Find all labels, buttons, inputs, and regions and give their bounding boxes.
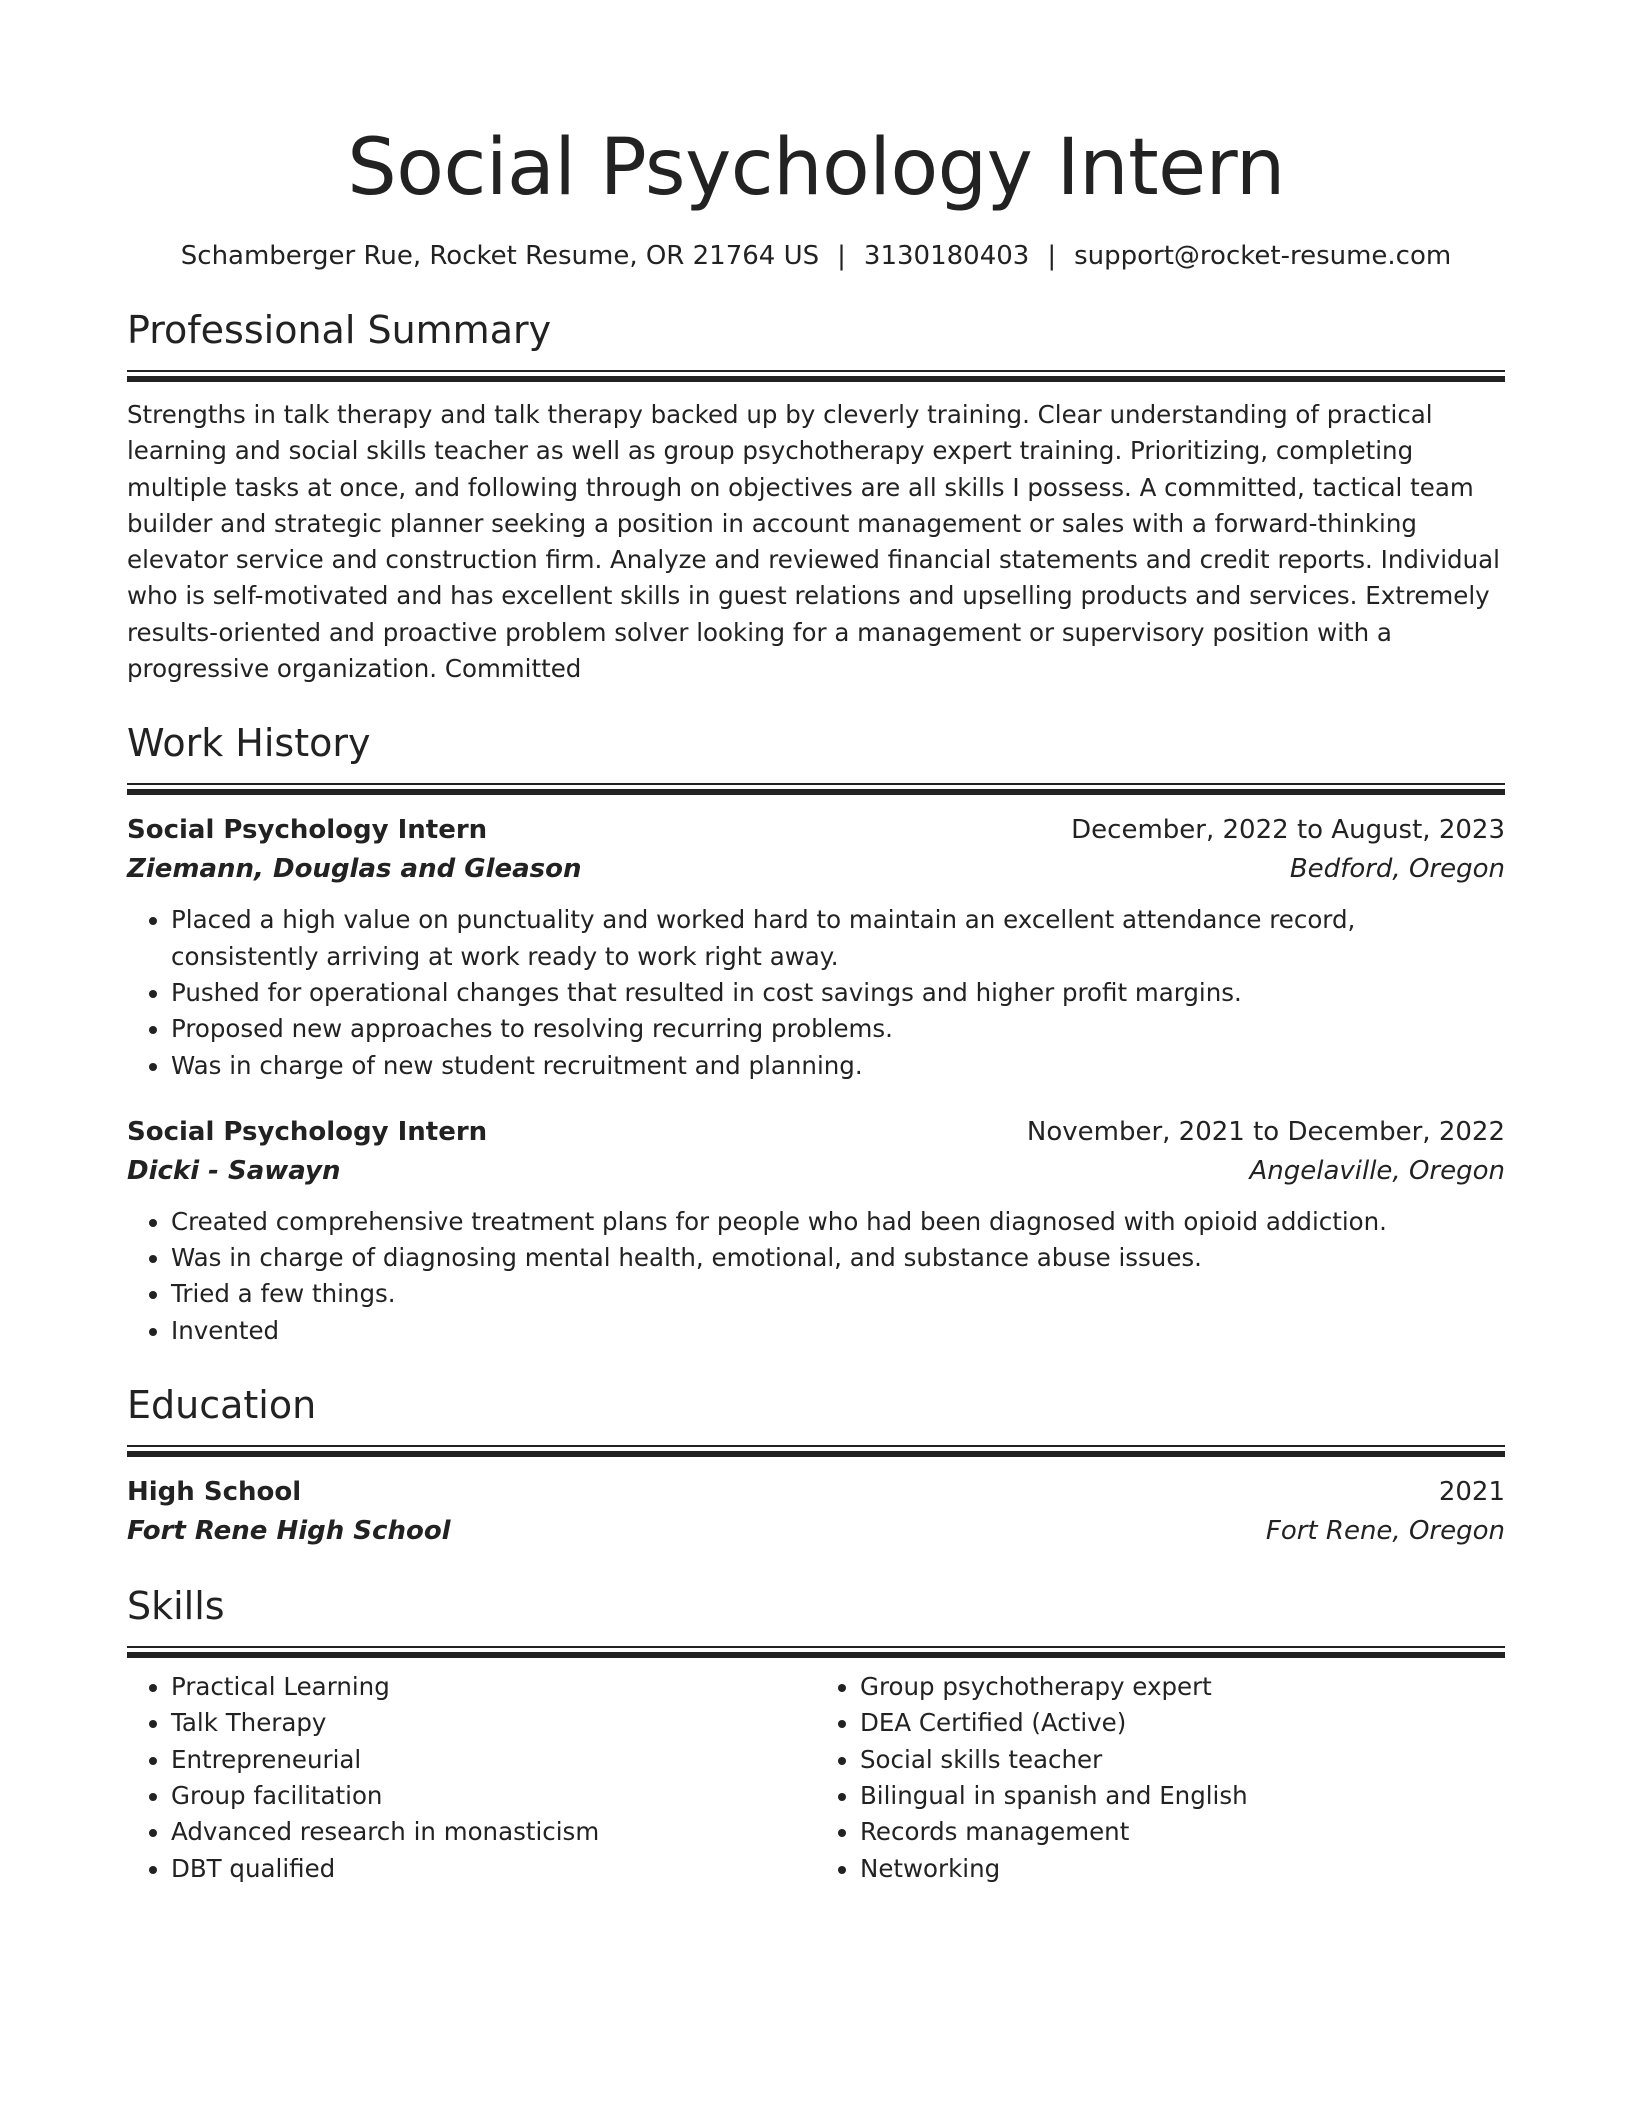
contact-address: Schamberger Rue, Rocket Resume, OR 21764 US bbox=[180, 241, 820, 271]
work-history-section bbox=[127, 717, 1505, 1349]
list-item: • Was in charge of new student recruitment and planning. bbox=[171, 1048, 1505, 1084]
summary-heading: Professional Summary bbox=[127, 308, 552, 352]
section-divider bbox=[127, 370, 1505, 381]
skill-item: • Social skills teacher bbox=[860, 1742, 1505, 1778]
section-divider bbox=[127, 1445, 1505, 1456]
skill-item: • DEA Certified (Active) bbox=[860, 1705, 1505, 1741]
work-history-heading: Work History bbox=[127, 721, 371, 766]
skills-list-left bbox=[127, 1669, 816, 1887]
summary-section bbox=[127, 304, 1505, 687]
section-divider bbox=[127, 1646, 1505, 1657]
skill-item: • Entrepreneurial bbox=[171, 1742, 816, 1778]
contact-separator: | bbox=[1047, 241, 1057, 271]
job-dates: December, 2022 to August, 2023 bbox=[1071, 815, 1505, 846]
education-year: 2021 bbox=[1438, 1477, 1505, 1508]
summary-text: Strengths in talk therapy and talk therapy backed up by cleverly training. Clear understanding of practical learning and social skills teacher as well as group psychotherapy expert training. Prioritizing, completing multiple tasks at once, and following through on objectives are all skills I possess. A committed, tactical team builder and strategic planner seeking a position in account management or sales with a forward-thinking elevator service and construction firm. Analyze and reviewed financial statements and credit reports. Individual who is self-motivated and has excellent skills in guest relations and upselling products and services. Extremely results-oriented and proactive problem solver looking for a management or supervisory position with a progressive organization. Committed bbox=[127, 400, 1500, 684]
skill-item: • Bilingual in spanish and English bbox=[860, 1778, 1505, 1814]
skill-item: • Networking bbox=[860, 1851, 1505, 1887]
skill-item: • Talk Therapy bbox=[171, 1705, 816, 1741]
contact-separator: | bbox=[837, 241, 846, 271]
skill-item: • Group psychotherapy expert bbox=[860, 1669, 1505, 1705]
job-location: Angelaville, Oregon bbox=[1249, 1155, 1505, 1186]
skill-item: • Group facilitation bbox=[171, 1778, 816, 1814]
list-item: • Placed a high value on punctuality and worked hard to maintain an excellent attendance record, consistently arriving at work ready to work right away. bbox=[171, 902, 1505, 975]
skill-item: • Practical Learning bbox=[171, 1669, 816, 1705]
education-entry bbox=[127, 1472, 1505, 1550]
education-section bbox=[127, 1379, 1505, 1550]
contact-line bbox=[127, 238, 1505, 274]
education-heading: Education bbox=[127, 1383, 317, 1428]
job-bullets bbox=[127, 1204, 1505, 1349]
list-item: • Invented bbox=[171, 1313, 1505, 1349]
job-entry bbox=[127, 1112, 1505, 1349]
job-bullets bbox=[127, 902, 1505, 1083]
education-location: Fort Rene, Oregon bbox=[1265, 1516, 1505, 1547]
skill-item: • DBT qualified bbox=[171, 1851, 816, 1887]
list-item: • Proposed new approaches to resolving recurring problems. bbox=[171, 1011, 1505, 1047]
job-entry bbox=[127, 810, 1505, 1083]
skill-item: • Records management bbox=[860, 1814, 1505, 1850]
list-item: • Created comprehensive treatment plans for people who had been diagnosed with opioid addiction. bbox=[171, 1204, 1505, 1240]
skills-columns bbox=[127, 1669, 1505, 1887]
skills-list-right bbox=[816, 1669, 1505, 1887]
job-dates: November, 2021 to December, 2022 bbox=[1026, 1116, 1505, 1147]
contact-phone: 3130180403 bbox=[863, 241, 1030, 271]
skill-item: • Advanced research in monasticism bbox=[171, 1814, 816, 1850]
job-company: Dicki - Sawayn bbox=[127, 1155, 341, 1186]
job-title: Social Psychology Intern bbox=[127, 815, 488, 846]
job-title: Social Psychology Intern bbox=[127, 1116, 488, 1147]
skills-section bbox=[127, 1580, 1505, 1887]
list-item: • Pushed for operational changes that resulted in cost savings and higher profit margins. bbox=[171, 975, 1505, 1011]
skills-heading: Skills bbox=[127, 1584, 225, 1629]
job-location: Bedford, Oregon bbox=[1289, 854, 1505, 885]
education-degree: High School bbox=[127, 1477, 302, 1508]
list-item: • Was in charge of diagnosing mental health, emotional, and substance abuse issues. bbox=[171, 1240, 1505, 1276]
education-school: Fort Rene High School bbox=[127, 1516, 451, 1547]
contact-email: support@rocket-resume.com bbox=[1074, 241, 1452, 271]
job-company: Ziemann, Douglas and Gleason bbox=[127, 854, 582, 885]
list-item: • Tried a few things. bbox=[171, 1276, 1505, 1312]
resume-name: Social Psychology Intern bbox=[347, 123, 1285, 213]
section-divider bbox=[127, 783, 1505, 794]
